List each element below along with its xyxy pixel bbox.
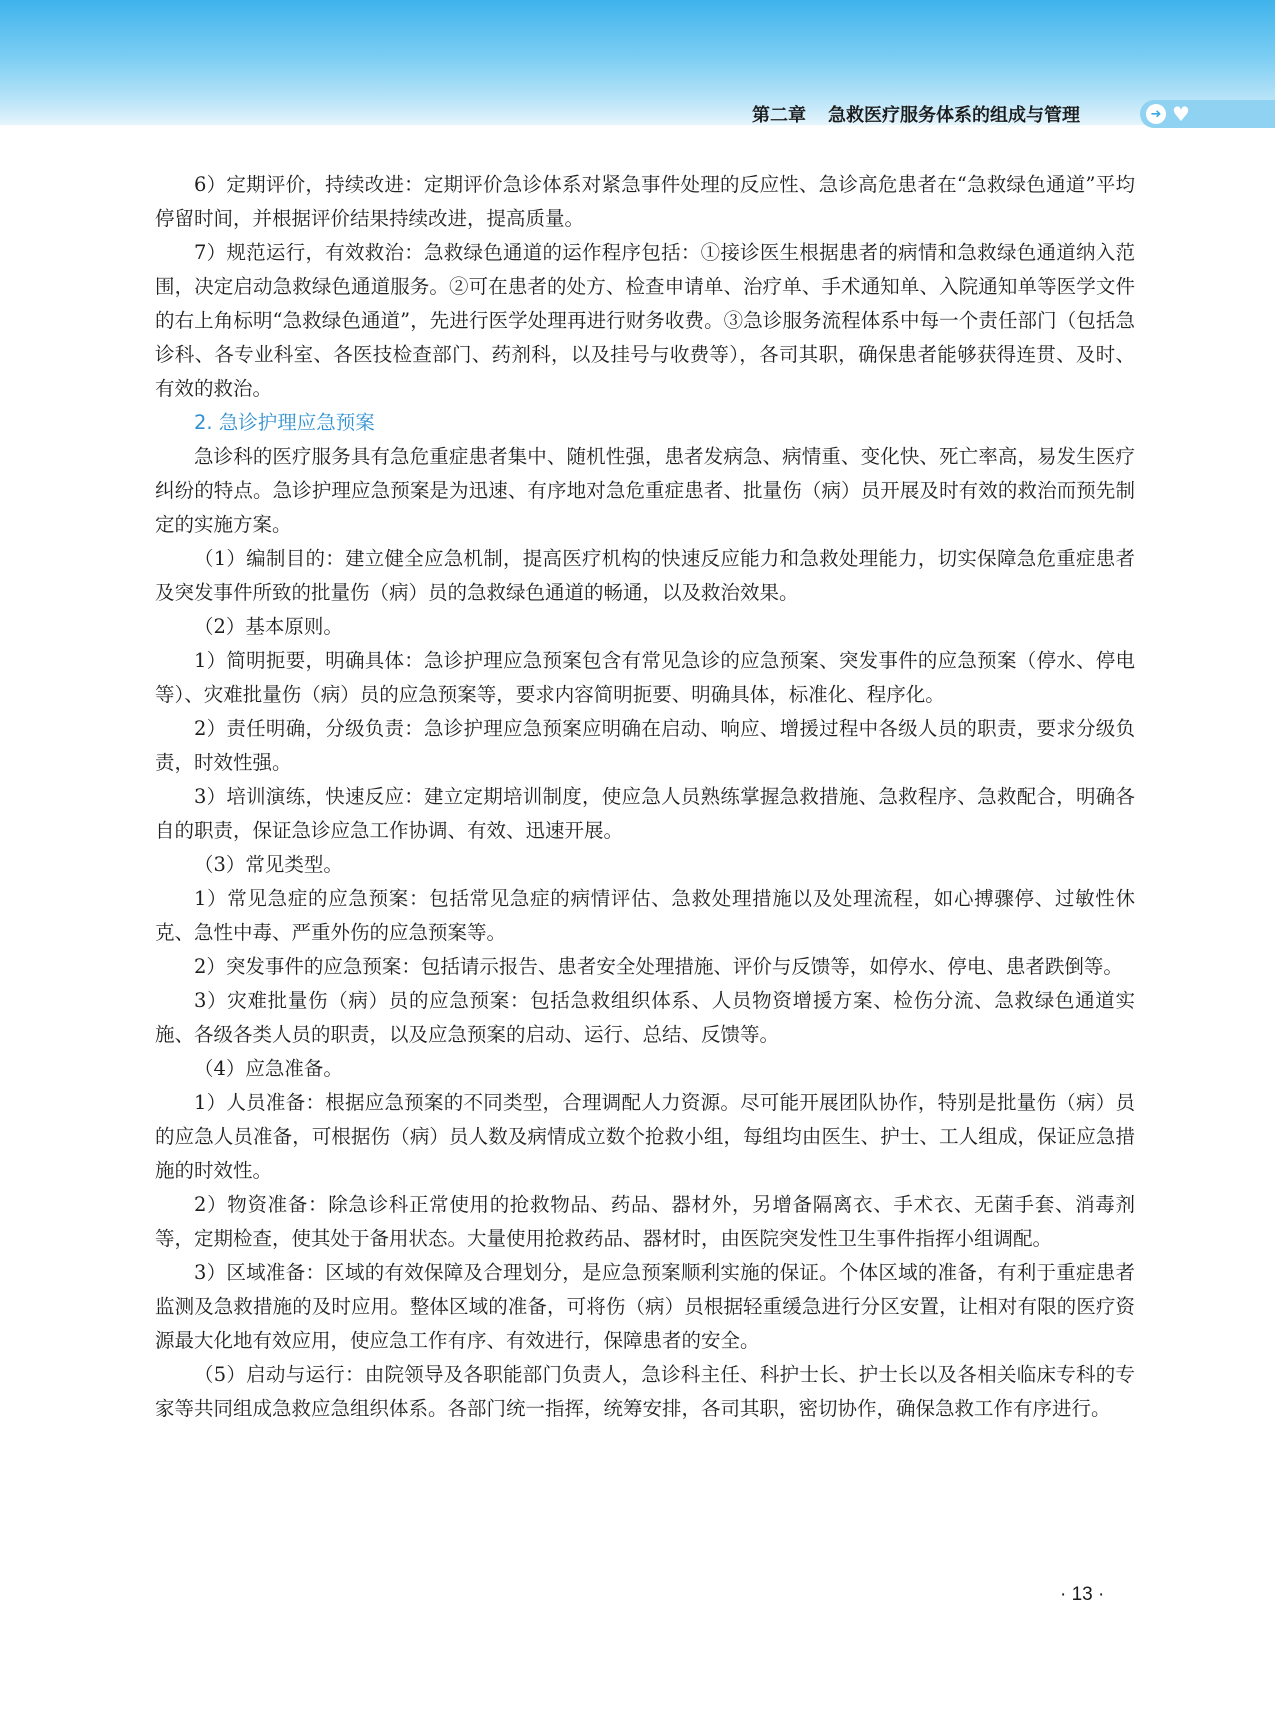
paragraph: （5）启动与运行：由院领导及各职能部门负责人，急诊科主任、科护士长、护士长以及各相关临床专科的专家等共同组成急救应急组织体系。各部门统一指挥，统筹安排，各司其职，密切协作，确保急救工作有序进行。 [155,1363,1135,1420]
paragraph: 1）简明扼要，明确具体：急诊护理应急预案包含有常见急诊的应急预案、突发事件的应急预案（停水、停电等）、灾难批量伤（病）员的应急预案等，要求内容简明扼要、明确具体，标准化、程序化。 [155,649,1135,706]
paragraph: 2）责任明确，分级负责：急诊护理应急预案应明确在启动、响应、增援过程中各级人员的职责，要求分级负责，时效性强。 [155,717,1135,774]
paragraph: （1）编制目的：建立健全应急机制，提高医疗机构的快速反应能力和急救处理能力，切实保障急危重症患者及突发事件所致的批量伤（病）员的急救绿色通道的畅通，以及救治效果。 [155,547,1135,604]
page-body [155,168,1135,1426]
paragraph: 7）规范运行，有效救治：急救绿色通道的运作程序包括：①接诊医生根据患者的病情和急救绿色通道纳入范围，决定启动急救绿色通道服务。②可在患者的处方、检查申请单、治疗单、手术通知单、入院通知单等医学文件的右上角标明“急救绿色通道”，先进行医学处理再进行财务收费。③急诊服务流程体系中每一个责任部门（包括急诊科、各专业科室、各医技检查部门、药剂科，以及挂号与收费等），各司其职，确保患者能够获得连贯、及时、有效的救治。 [155,241,1135,400]
paragraph: 6）定期评价，持续改进：定期评价急诊体系对紧急事件处理的反应性、急诊高危患者在“急救绿色通道”平均停留时间，并根据评价结果持续改进，提高质量。 [155,173,1135,230]
arrow-right-icon: ➜ [1146,104,1166,124]
paragraph: 1）常见急症的应急预案：包括常见急症的病情评估、急救处理措施以及处理流程，如心搏骤停、过敏性休克、急性中毒、严重外伤的应急预案等。 [155,887,1135,944]
paragraph: （3）常见类型。 [194,853,343,876]
paragraph: 3）灾难批量伤（病）员的应急预案：包括急救组织体系、人员物资增援方案、检伤分流、急救绿色通道实施、各级各类人员的职责，以及应急预案的启动、运行、总结、反馈等。 [155,989,1135,1046]
paragraph: 2）突发事件的应急预案：包括请示报告、患者安全处理措施、评价与反馈等，如停水、停电、患者跌倒等。 [194,955,1123,978]
paragraph: 2）物资准备：除急诊科正常使用的抢救物品、药品、器材外，另增备隔离衣、手术衣、无菌手套、消毒剂等，定期检查，使其处于备用状态。大量使用抢救药品、器材时，由医院突发性卫生事件指挥小组调配。 [155,1193,1135,1250]
header-band [0,0,1275,125]
section-heading: 2. 急诊护理应急预案 [194,411,375,434]
header-icon-tab [1140,100,1275,128]
page-number: · 13 · [1060,1584,1105,1605]
chapter-header [752,101,1080,127]
paragraph: （2）基本原则。 [194,615,343,638]
paragraph: 1）人员准备：根据应急预案的不同类型，合理调配人力资源。尽可能开展团队协作，特别是批量伤（病）员的应急人员准备，可根据伤（病）员人数及病情成立数个抢救小组，每组均由医生、护士、工人组成，保证应急措施的时效性。 [155,1091,1135,1182]
paragraph: 3）培训演练，快速反应：建立定期培训制度，使应急人员熟练掌握急救措施、急救程序、急救配合，明确各自的职责，保证急诊应急工作协调、有效、迅速开展。 [155,785,1135,842]
chapter-number: 第二章 [752,105,806,126]
paragraph: 急诊科的医疗服务具有急危重症患者集中、随机性强，患者发病急、病情重、变化快、死亡率高，易发生医疗纠纷的特点。急诊护理应急预案是为迅速、有序地对急危重症患者、批量伤（病）员开展及时有效的救治而预先制定的实施方案。 [155,445,1135,536]
paragraph: 3）区域准备：区域的有效保障及合理划分，是应急预案顺利实施的保证。个体区域的准备，有利于重症患者监测及急救措施的及时应用。整体区域的准备，可将伤（病）员根据轻重缓急进行分区安置，让相对有限的医疗资源最大化地有效应用，使应急工作有序、有效进行，保障患者的安全。 [155,1261,1135,1352]
chapter-title: 急救医疗服务体系的组成与管理 [828,105,1080,126]
heart-icon: ♥ [1172,102,1190,126]
paragraph: （4）应急准备。 [194,1057,343,1080]
